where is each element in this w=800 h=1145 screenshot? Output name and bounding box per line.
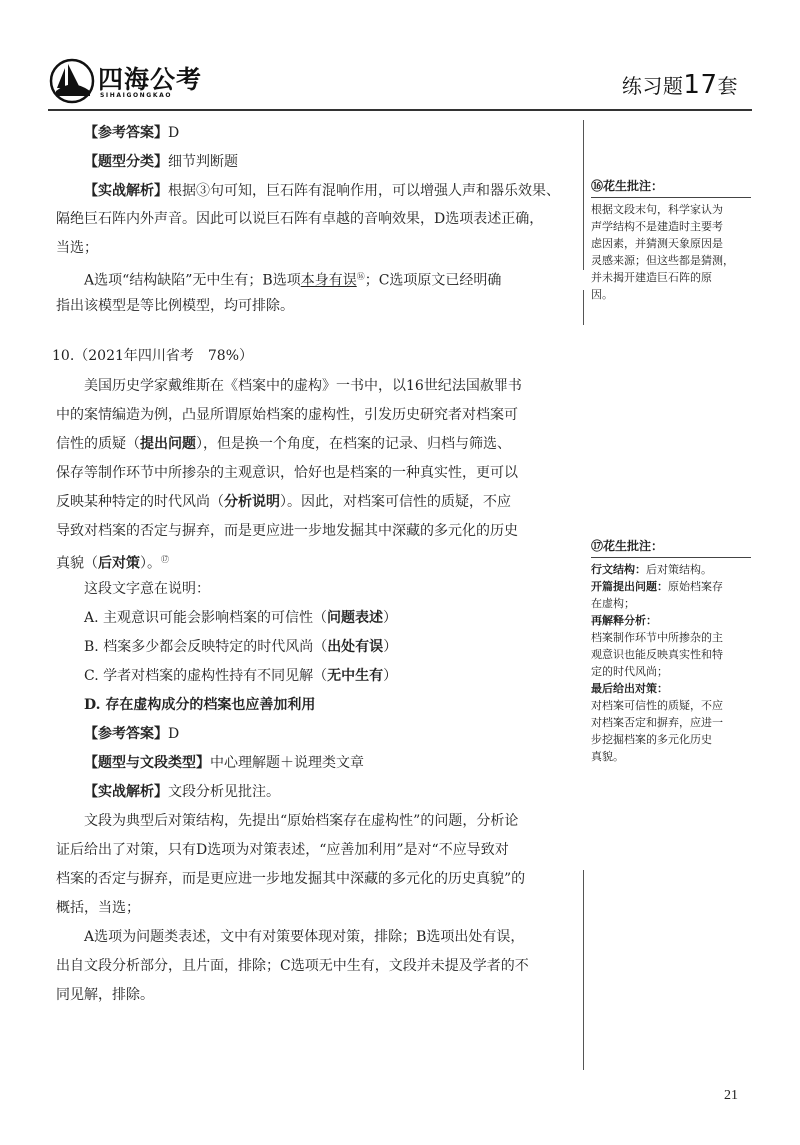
option-a: A. 主观意识可能会影响档案的可信性（问题表述） bbox=[84, 610, 398, 626]
annotation-line: 因。 bbox=[591, 288, 613, 301]
explanation-line: 证后给出了对策，只有D选项为对策表述，“应善加利用”是对“不应导致对 bbox=[56, 842, 509, 858]
annotation-title: ⑰花生批注： bbox=[591, 539, 664, 553]
annotation-line: 灵感来源；但这些都是猜测， bbox=[591, 254, 734, 267]
q9-analysis-line: 【实战解析】根据③句可知，巨石阵有混响作用，可以增强人声和器乐效果、 bbox=[84, 183, 560, 199]
column-divider bbox=[583, 120, 584, 270]
explanation-line: 档案的否定与摒弃，而是更应进一步地发掘其中深藏的多元化的历史真貌”的 bbox=[56, 871, 526, 887]
explanation-line: A选项为问题类表述，文中有对策要体现对策，排除；B选项出处有误， bbox=[84, 929, 525, 945]
question-stem: 这段文字意在说明： bbox=[84, 581, 210, 597]
passage-line: 中的案情编造为例，凸显所谓原始档案的虚构性，引发历史研究者对档案可 bbox=[56, 407, 518, 423]
q9-analysis-line: A选项“结构缺陷”无中生有；B选项本身有误⑯；C选项原文已经明确 bbox=[84, 272, 502, 289]
passage-line: 美国历史学家戴维斯在《档案中的虚构》一书中，以16世纪法国赦罪书 bbox=[84, 378, 522, 394]
annotation-line: 行文结构：后对策结构。 bbox=[591, 563, 712, 576]
annotation-line: 开篇提出问题：原始档案存 bbox=[591, 580, 723, 593]
passage-line: 反映某种特定的时代风尚（分析说明）。因此，对档案可信性的质疑，不应 bbox=[56, 494, 511, 510]
column-divider bbox=[583, 290, 584, 325]
q9-answer-line: 【参考答案】D bbox=[84, 125, 180, 141]
annotation-line: 档案制作环节中所掺杂的主 bbox=[591, 631, 723, 644]
question-number: 10.（2021年四川省考 78%） bbox=[52, 348, 254, 364]
annotation-line: 虑因素，并猜测天象原因是 bbox=[591, 237, 723, 250]
annotation-line: 根据文段末句，科学家认为 bbox=[591, 203, 723, 216]
option-b: B. 档案多少都会反映特定的时代风尚（出处有误） bbox=[84, 639, 398, 655]
annotation-rule bbox=[591, 557, 751, 558]
annotation-line: 对档案可信性的质疑，不应 bbox=[591, 699, 723, 712]
annotation-line: 再解释分析： bbox=[591, 614, 657, 627]
q10-type-line: 【题型与文段类型】中心理解题＋说理类文章 bbox=[84, 755, 364, 771]
option-d: D. 存在虚构成分的档案也应善加利用 bbox=[84, 697, 316, 713]
page-number: 21 bbox=[724, 1088, 738, 1103]
passage-line: 导致对档案的否定与摒弃，而是更应进一步地发掘其中深藏的多元化的历史 bbox=[56, 523, 518, 539]
annotation-title: ⑯花生批注： bbox=[591, 179, 664, 193]
option-c: C. 学者对档案的虚构性持有不同见解（无中生有） bbox=[84, 668, 398, 684]
header-rule bbox=[48, 109, 752, 111]
logo-text: 四海公考 bbox=[98, 65, 203, 94]
explanation-line: 同见解，排除。 bbox=[56, 987, 154, 1003]
annotation-line: 声学结构不是建造时主要考 bbox=[591, 220, 723, 233]
annotation-line: 在虚构； bbox=[591, 597, 635, 610]
logo-subtext: SIHAIGONGKAO bbox=[100, 92, 173, 99]
annotation-line: 步挖掘档案的多元化历史 bbox=[591, 733, 712, 746]
annotation-line: 观意识也能反映真实性和特 bbox=[591, 648, 723, 661]
annotation-line: 真貌。 bbox=[591, 750, 624, 763]
annotation-line: 最后给出对策： bbox=[591, 682, 668, 695]
annotation-line: 并未揭开建造巨石阵的原 bbox=[591, 271, 712, 284]
annotation-line: 定的时代风尚； bbox=[591, 665, 668, 678]
set-title: 练习题17套 bbox=[621, 70, 738, 100]
q9-analysis-line: 当选； bbox=[56, 240, 98, 256]
q9-analysis-line: 隔绝巨石阵内外声音。因此可以说巨石阵有卓越的音响效果，D选项表述正确， bbox=[56, 211, 544, 227]
q9-analysis-line: 指出该模型是等比例模型，均可排除。 bbox=[56, 298, 294, 314]
annotation-17 bbox=[591, 538, 759, 765]
q9-type-line: 【题型分类】细节判断题 bbox=[84, 154, 238, 170]
annotation-rule bbox=[591, 197, 751, 198]
passage-line: 真貌（后对策）。⑰ bbox=[56, 555, 169, 572]
q9-answer-block bbox=[56, 120, 576, 320]
passage-line: 信性的质疑（提出问题），但是换一个角度，在档案的记录、归档与筛选、 bbox=[56, 436, 511, 452]
explanation-line: 概括，当选； bbox=[56, 900, 140, 916]
column-divider bbox=[583, 870, 584, 1070]
q10-analysis-line: 【实战解析】文段分析见批注。 bbox=[84, 784, 280, 800]
explanation-line: 出自文段分析部分，且片面，排除；C选项无中生有，文段并未提及学者的不 bbox=[56, 958, 529, 974]
annotation-line: 对档案否定和摒弃，应进一 bbox=[591, 716, 723, 729]
q10-answer-line: 【参考答案】D bbox=[84, 726, 180, 742]
explanation-line: 文段为典型后对策结构，先提出“原始档案存在虚构性”的问题，分析论 bbox=[84, 813, 519, 829]
q10-block bbox=[52, 343, 576, 1003]
annotation-16 bbox=[591, 178, 759, 303]
passage-line: 保存等制作环节中所掺杂的主观意识，恰好也是档案的一种真实性，更可以 bbox=[56, 465, 518, 481]
